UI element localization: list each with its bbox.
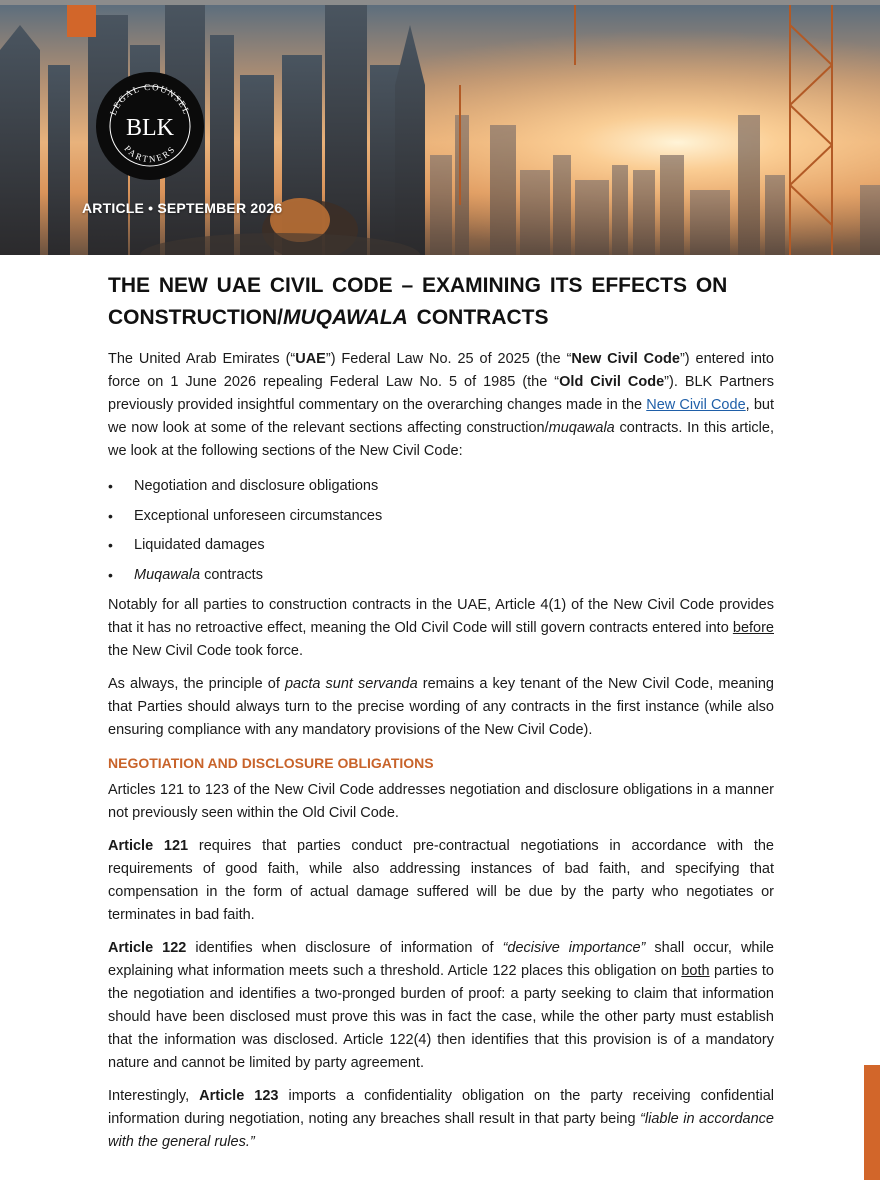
list-item: • Liquidated damages xyxy=(108,534,774,557)
retroactive-paragraph xyxy=(108,594,774,663)
new-civil-code-link[interactable]: New Civil Code xyxy=(646,397,746,413)
para-text: the New Civil Code took force. xyxy=(108,642,304,659)
intro-paragraph xyxy=(108,348,774,463)
title-line-2c: CONTRACTS xyxy=(407,306,549,329)
page-accent-bar xyxy=(864,1065,880,1180)
para-bold: Article 123 xyxy=(199,1087,279,1104)
list-item-text: contracts xyxy=(200,567,263,584)
article-122-paragraph xyxy=(108,937,774,1075)
section-heading: NEGOTIATION AND DISCLOSURE OBLIGATIONS xyxy=(108,754,434,771)
intro-text: The United Arab Emirates (“ xyxy=(108,351,296,367)
intro-bold: New Civil Code xyxy=(571,351,680,367)
article-body xyxy=(108,270,774,1164)
intro-text: ”). BLK Partners previously provided insightful commentary on the overarching changes made in the xyxy=(108,374,775,413)
para-text: Interestingly, xyxy=(108,1087,200,1104)
logo-ring-graphic xyxy=(96,72,204,180)
sections-list xyxy=(108,475,774,587)
para-text: remains a key tenant of the New Civil Code, meaning that Parties should always turn to the precise wording of any contracts in the first instance (while also ensuring compliance with any mandatory provisions of the New Civil Code). xyxy=(108,675,774,738)
intro-text: ”) Federal Law No. 25 of 2025 (the “ xyxy=(325,351,572,367)
para-bold: Article 122 xyxy=(108,939,187,956)
svg-text:PARTNERS: PARTNERS xyxy=(122,143,178,165)
para-text: imports a confidentiality obligation on the party receiving confidential information during negotiation, noting any breaches shall result in that party being xyxy=(108,1087,774,1127)
accent-tab xyxy=(67,5,96,37)
article-123-paragraph xyxy=(108,1085,774,1154)
list-item xyxy=(108,564,774,587)
para-underline: before xyxy=(732,619,774,636)
para-text: requires that parties conduct pre-contractual negotiations in accordance with the requirements of good faith, while also addressing instances of bad faith, and specifying that compensation in the form of actual damage suffered will be due by the party who negotiates or terminates in bad faith. xyxy=(108,837,774,923)
para-text: Notably for all parties to construction contracts in the UAE, Article 4(1) of the New Civil Code provides that it has no retroactive effect, meaning the Old Civil Code will still govern contracts entered into xyxy=(108,596,774,636)
intro-text: ”) entered into force on 1 June 2026 repealing Federal Law No. 5 of 1985 (the “ xyxy=(108,351,774,390)
intro-bold: Old Civil Code xyxy=(559,374,665,390)
section-paragraph: Articles 121 to 123 of the New Civil Code addresses negotiation and disclosure obligations in a manner not previously seen within the Old Civil Code. xyxy=(108,781,774,821)
para-italic: “liable in accordance with the general rules.” xyxy=(108,1110,774,1150)
intro-italic: muqawala xyxy=(548,420,615,436)
article-121-paragraph xyxy=(108,835,774,927)
para-bold: Article 121 xyxy=(108,837,189,854)
para-text: parties to the negotiation and identifies a two-pronged burden of proof: a party seeking to claim that information should have been disclosed must prove this was in fact the case, while the other party must establish that the information was disclosed. Article 122(4) then identifies that this provision is of a mandatory nature and cannot be limited by party agreement. xyxy=(108,962,774,1071)
para-text: As always, the principle of xyxy=(108,675,285,692)
para-italic: “decisive importance” xyxy=(502,939,646,956)
title-line-1: THE NEW UAE CIVIL CODE – EXAMINING ITS EFFECTS ON xyxy=(108,274,728,297)
para-text: identifies when disclosure of information of xyxy=(186,939,503,956)
list-item: • Exceptional unforeseen circumstances xyxy=(108,505,774,528)
pacta-paragraph xyxy=(108,673,774,742)
title-line-2a: CONSTRUCTION/ xyxy=(108,306,283,329)
svg-text:LEGAL COUNSEL: LEGAL COUNSEL xyxy=(107,81,193,117)
title-line-2-italic: MUQAWALA xyxy=(283,306,408,329)
svg-text:BLK: BLK xyxy=(126,115,174,141)
intro-text: contracts. In this article, we look at the following sections of the New Civil Code: xyxy=(108,420,775,459)
para-italic: pacta sunt servanda xyxy=(284,675,418,692)
firm-logo xyxy=(96,72,204,180)
list-item-italic: Muqawala xyxy=(134,567,201,584)
para-text: shall occur, while explaining what information meets such a threshold. Article 122 places this obligation on xyxy=(108,939,774,979)
intro-text: , but we now look at some of the relevant sections affecting construction/ xyxy=(108,397,774,436)
intro-bold: UAE xyxy=(295,351,326,367)
para-underline: both xyxy=(681,962,710,979)
list-item: • Negotiation and disclosure obligations xyxy=(108,475,774,498)
page-title xyxy=(108,270,774,334)
article-date-label: ARTICLE • SEPTEMBER 2026 xyxy=(82,200,283,216)
